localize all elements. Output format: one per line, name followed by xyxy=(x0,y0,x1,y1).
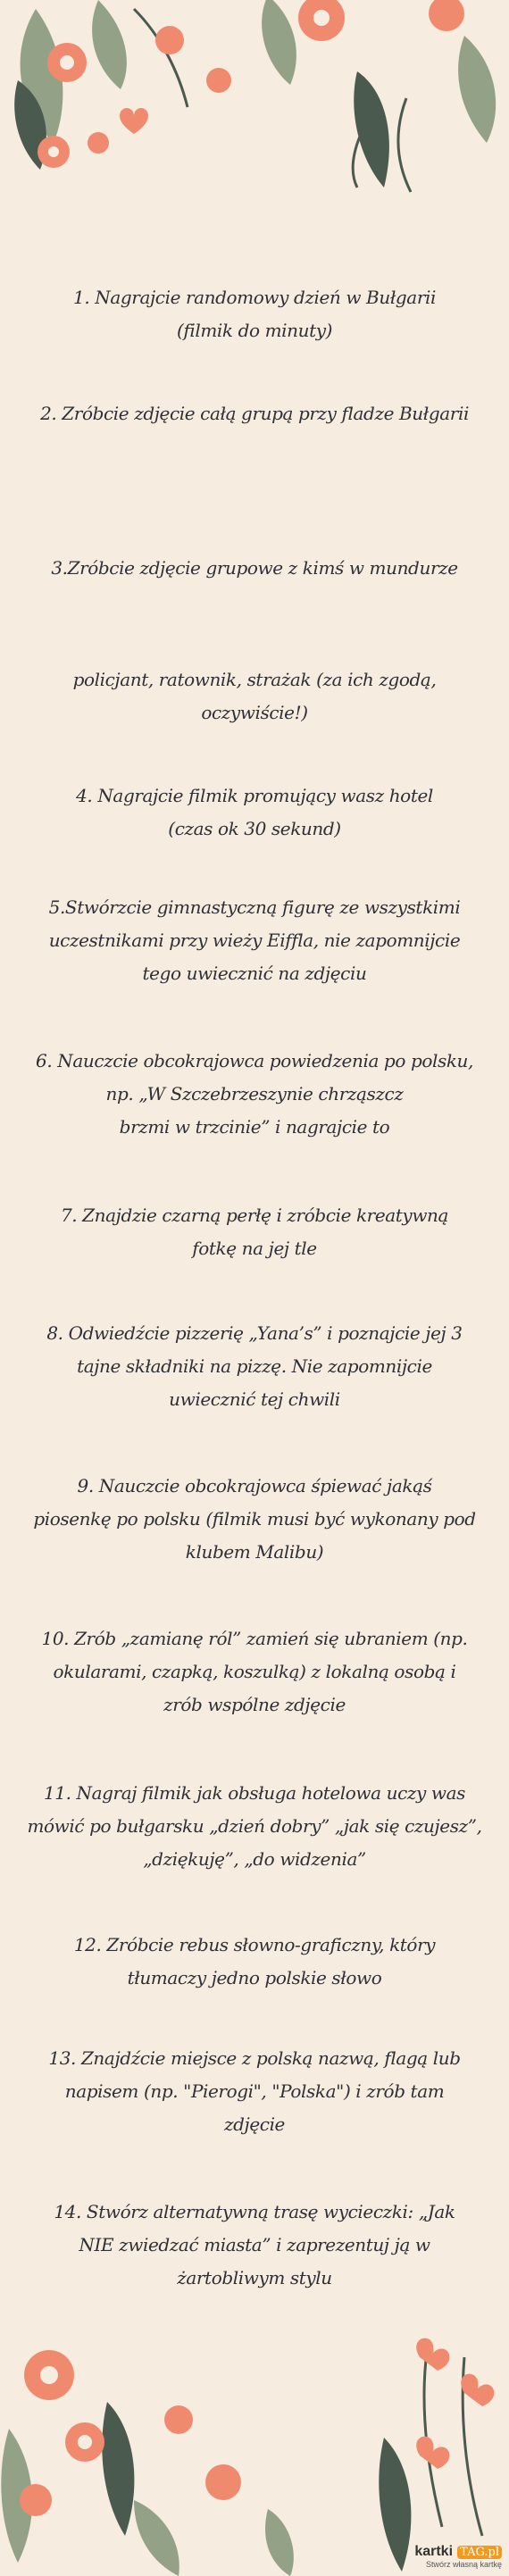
task-8-line-1: 8. Odwiedźcie pizzerię „Yana’s” i poznajcie jej 3 xyxy=(46,1322,463,1344)
brand-tagline: Stwórz własną kartkę xyxy=(425,2560,502,2569)
task-11-line-1: 11. Nagraj filmik jak obsługa hotelowa uczy was xyxy=(43,1782,466,1804)
task-9-line-1: 9. Nauczcie obcokrajowca śpiewać jakąś xyxy=(77,1475,432,1496)
task-8-line-2: tajne składniki na pizzę. Nie zapomnijcie xyxy=(77,1355,432,1377)
task-11-line-3: „dziękuję”, „do widzenia” xyxy=(143,1848,366,1870)
task-2 xyxy=(18,397,491,430)
task-8-line-3: uwiecznić tej chwili xyxy=(169,1388,340,1410)
task-11-line-2: mówić po bułgarsku „dzień dobry” „jak się czujesz”, xyxy=(27,1815,482,1837)
task-3 xyxy=(18,552,491,585)
flower-icon xyxy=(20,2338,494,2516)
task-10 xyxy=(18,1622,491,1722)
task-11 xyxy=(18,1777,491,1876)
floral-decoration-top xyxy=(0,0,509,205)
task-13-line-2: napisem (np. "Pierogi", "Polska") i zrób tam xyxy=(64,2080,445,2102)
task-1 xyxy=(18,281,491,347)
task-12 xyxy=(18,1929,491,1995)
task-9 xyxy=(18,1470,491,1569)
task-3-details xyxy=(18,663,491,729)
task-2-line-1: 2. Zróbcie zdjęcie całą grupą przy fladze Bułgarii xyxy=(40,403,469,424)
leaf-icon xyxy=(21,0,496,143)
task-14 xyxy=(18,2196,491,2295)
task-10-line-1: 10. Zrób „zamianę ról” zamień się ubraniem (np. xyxy=(41,1628,468,1649)
task-10-line-2: okularami, czapką, koszulką) z lokalną osobą i xyxy=(53,1661,456,1682)
task-13-line-3: zdjęcie xyxy=(223,2113,285,2135)
brand-name: kartki xyxy=(414,2544,454,2559)
task-4 xyxy=(18,779,491,846)
task-12-line-2: tłumaczy jedno polskie słowo xyxy=(127,1967,382,1988)
task-4-line-1: 4. Nagrajcie filmik promujący wasz hotel xyxy=(76,785,433,806)
task-5 xyxy=(18,891,491,990)
task-1-line-1: 1. Nagrajcie randomowy dzień w Bułgarii xyxy=(73,287,436,308)
task-8 xyxy=(18,1317,491,1416)
task-5-line-3: tego uwiecznić na zdjęciu xyxy=(142,963,367,984)
heart-icon xyxy=(120,108,148,134)
task-5-line-2: uczestnikami przy wieży Eiffla, nie zapomnijcie xyxy=(48,930,461,951)
task-3-details-line-1: policjant, ratownik, strażak (za ich zgodą, xyxy=(72,669,437,690)
task-10-line-3: zrób wspólne zdjęcie xyxy=(163,1694,346,1715)
task-1-line-2: (filmik do minuty) xyxy=(176,320,333,341)
fern-icon xyxy=(424,2339,482,2536)
task-13-line-1: 13. Znajdźcie miejsce z polską nazwą, flagą lub xyxy=(48,2047,461,2069)
task-7-line-1: 7. Znajdzie czarną perłę i zróbcie kreatywną xyxy=(60,1205,449,1226)
task-6-line-1: 6. Nauczcie obcokrajowca powiedzenia po polsku, xyxy=(36,1050,473,1071)
task-9-line-2: piosenkę po polsku (filmik musi być wykonany pod xyxy=(33,1508,476,1530)
task-12-line-1: 12. Zróbcie rebus słowno-graficzny, który xyxy=(73,1934,436,1955)
task-6-line-2: np. „W Szczebrzeszynie chrząszcz xyxy=(105,1083,404,1105)
brand-badge: TAG.pl xyxy=(457,2546,502,2559)
task-5-line-1: 5.Stwórzcie gimnastyczną figurę ze wszystkimi xyxy=(48,896,461,918)
floral-decoration-bottom xyxy=(0,2322,509,2576)
dark-leaf-icon xyxy=(14,71,389,188)
task-7-line-2: fotkę na jej tle xyxy=(192,1238,317,1259)
task-14-line-2: NIE zwiedzać miasta” i zaprezentuj ją w xyxy=(79,2234,430,2255)
task-3-line-1: 3.Zróbcie zdjęcie grupowe z kimś w mundurze xyxy=(51,557,458,579)
brand-logo[interactable] xyxy=(414,2542,502,2569)
task-14-line-3: żartobliwym stylu xyxy=(177,2267,332,2288)
task-3-details-line-2: oczywiście!) xyxy=(201,702,308,723)
task-6-line-3: brzmi w trzcinie” i nagrajcie to xyxy=(119,1116,390,1138)
task-14-line-1: 14. Stwórz alternatywną trasę wycieczki: „Jak xyxy=(54,2201,455,2222)
task-6 xyxy=(18,1045,491,1144)
task-9-line-3: klubem Malibu) xyxy=(185,1541,324,1563)
task-4-line-2: (czas ok 30 sekund) xyxy=(168,818,341,839)
task-7 xyxy=(18,1199,491,1265)
task-13 xyxy=(18,2042,491,2141)
